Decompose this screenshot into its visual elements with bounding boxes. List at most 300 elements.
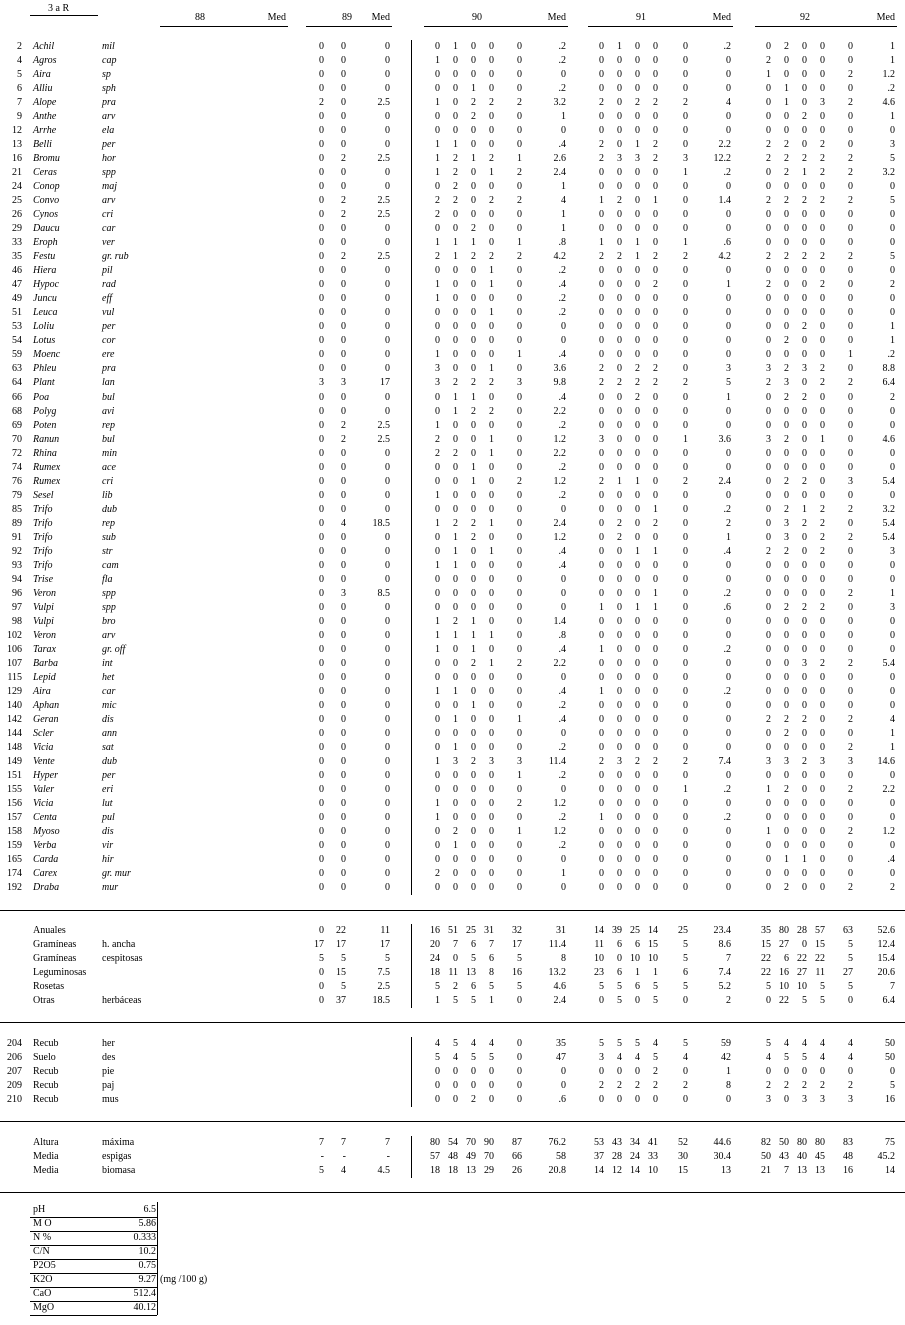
species-number: 76 [12, 475, 22, 487]
mean-value: 45.2 [877, 1151, 895, 1162]
species-genus: Alope [33, 97, 57, 109]
plot-value: 0 [471, 868, 476, 880]
plot-value: 0 [517, 55, 522, 67]
species-number: 64 [12, 377, 22, 389]
plot-value: 0 [653, 125, 658, 137]
plot-value: 0 [635, 265, 640, 277]
plot-value: 0 [848, 812, 853, 824]
plot-value: 0 [341, 293, 346, 305]
plot-value: 2 [599, 756, 604, 768]
plot-value: 0 [784, 1066, 789, 1077]
plot-value: 2 [599, 97, 604, 109]
plot-value: 2 [820, 153, 825, 165]
plot-value: 0 [471, 685, 476, 697]
mean-value: 58 [556, 1151, 566, 1162]
plot-value: 0 [471, 1080, 476, 1091]
plot-value: 0 [802, 405, 807, 417]
plot-value: 2 [471, 756, 476, 768]
plot-value: 0 [341, 475, 346, 487]
plot-value: 0 [341, 97, 346, 109]
plot-value: 2 [802, 517, 807, 529]
plot-value: 0 [599, 770, 604, 782]
species-epithet: car [102, 685, 116, 697]
plot-value: 0 [617, 1066, 622, 1077]
plot-value: 0 [766, 840, 771, 852]
mean-value: 1 [890, 587, 895, 599]
plot-value: 0 [820, 742, 825, 753]
plot-value: - [320, 1151, 324, 1162]
plot-value: 0 [341, 279, 346, 291]
plot-value: 0 [517, 433, 522, 445]
plot-value: 0 [599, 489, 604, 501]
plot-value: 0 [471, 209, 476, 221]
plot-value: 0 [489, 840, 494, 852]
plot-value: 1 [517, 770, 522, 782]
species-genus: Vulpi [33, 601, 54, 613]
mean-value: 0 [726, 223, 731, 235]
mean-value: 0 [726, 657, 731, 669]
plot-value: 0 [435, 335, 440, 347]
plot-value: 0 [319, 419, 324, 431]
plot-value: 0 [617, 335, 622, 347]
plot-value: 0 [489, 209, 494, 221]
plot-value: 0 [820, 671, 825, 683]
plot-value: 0 [766, 237, 771, 249]
plot-value: 0 [517, 265, 522, 277]
plot-value: 2 [683, 1080, 688, 1091]
plot-value: 1 [453, 742, 458, 753]
plot-value: 0 [802, 882, 807, 894]
plot-value: 2 [820, 1080, 825, 1091]
plot-value: 0 [341, 503, 346, 515]
mean-value: 0 [385, 293, 390, 305]
plot-value: 0 [617, 953, 622, 964]
plot-value: 12 [612, 1165, 622, 1176]
mean-value: .6 [558, 1094, 566, 1105]
species-genus: Vente [33, 756, 55, 768]
plot-value: 0 [635, 699, 640, 711]
plot-value: 2 [802, 321, 807, 333]
plot-value: 0 [489, 83, 494, 95]
species-epithet: lut [102, 798, 113, 810]
plot-value: 0 [802, 559, 807, 571]
plot-value: 0 [653, 615, 658, 627]
plot-value: 10 [648, 1165, 658, 1176]
plot-value: 2 [820, 363, 825, 375]
plot-value: 1 [435, 167, 440, 179]
plot-value: 0 [517, 531, 522, 543]
plot-value: 2 [471, 531, 476, 543]
plot-value: 0 [848, 55, 853, 67]
plot-value: 0 [517, 1094, 522, 1105]
plot-value: 0 [635, 125, 640, 137]
species-epithet: pil [102, 265, 113, 277]
plot-value: 0 [802, 587, 807, 599]
plot-value: 0 [517, 643, 522, 655]
plot-value: 0 [635, 573, 640, 585]
plot-value: 0 [784, 447, 789, 459]
plot-value: 0 [489, 559, 494, 571]
plot-value: 0 [683, 770, 688, 782]
plot-value: 0 [683, 812, 688, 824]
plot-value: 0 [319, 237, 324, 249]
mean-value: 0 [726, 882, 731, 894]
plot-value: 0 [683, 41, 688, 52]
plot-value: 2 [489, 377, 494, 389]
mean-value: 0 [385, 503, 390, 515]
mean-value: 0 [890, 643, 895, 655]
soil-parameter: M O [33, 1218, 52, 1229]
plot-value: 0 [848, 559, 853, 571]
plot-value: 0 [635, 868, 640, 880]
plot-value: 0 [341, 531, 346, 543]
plot-value: 0 [489, 615, 494, 627]
plot-value: 0 [489, 826, 494, 838]
mean-value: 6.4 [882, 995, 895, 1006]
species-number: 5 [17, 69, 22, 81]
plot-value: 0 [653, 671, 658, 683]
mean-value: 2.5 [377, 209, 390, 221]
plot-value: 1 [471, 615, 476, 627]
plot-value: 0 [435, 41, 440, 52]
plot-value: 0 [341, 784, 346, 796]
plot-value: 2 [784, 713, 789, 725]
plot-value: 0 [435, 1094, 440, 1105]
plot-value: 0 [617, 657, 622, 669]
plot-value: 0 [341, 125, 346, 137]
plot-value: 2 [683, 756, 688, 768]
plot-value: 0 [820, 265, 825, 277]
cover-name: Recub [33, 1080, 59, 1091]
mean-value: 2.2 [553, 657, 566, 669]
plot-value: 0 [766, 573, 771, 585]
plot-value: 0 [453, 727, 458, 739]
plot-value: 7 [784, 1165, 789, 1176]
year-divider [411, 1037, 412, 1107]
plot-value: 0 [820, 237, 825, 249]
plot-value: 0 [820, 321, 825, 333]
plot-value: 0 [319, 195, 324, 207]
species-number: 92 [12, 545, 22, 557]
plot-value: 0 [453, 489, 458, 501]
plot-value: 0 [453, 657, 458, 669]
mean-value: 2.2 [882, 784, 895, 796]
plot-value: 0 [766, 181, 771, 193]
plot-value: 0 [802, 223, 807, 235]
plot-value: 0 [683, 69, 688, 81]
plot-value: 0 [766, 489, 771, 501]
plot-value: 18 [448, 1165, 458, 1176]
plot-value: 1 [635, 475, 640, 487]
plot-value: 0 [766, 111, 771, 123]
plot-value: 0 [635, 83, 640, 95]
species-epithet: cri [102, 475, 114, 487]
plot-value: 0 [617, 812, 622, 824]
mean-value: 0 [726, 321, 731, 333]
year-header-rule [755, 26, 897, 27]
plot-value: 6 [635, 939, 640, 950]
plot-value: 0 [802, 727, 807, 739]
plot-value: 0 [653, 868, 658, 880]
plot-value: 0 [435, 727, 440, 739]
plot-value: 0 [848, 461, 853, 473]
plot-value: 0 [435, 265, 440, 277]
plot-value: 0 [683, 125, 688, 137]
mean-value: 0 [890, 671, 895, 683]
mean-value: 20.8 [548, 1165, 566, 1176]
mean-value: 0 [890, 812, 895, 824]
plot-value: 0 [341, 601, 346, 613]
plot-value: 0 [599, 798, 604, 810]
plot-value: 0 [766, 167, 771, 179]
mean-value: 0 [726, 713, 731, 725]
plot-value: 0 [683, 83, 688, 95]
plot-value: 0 [635, 349, 640, 361]
species-epithet: ere [102, 349, 115, 361]
plot-value: 3 [766, 363, 771, 375]
plot-value: 0 [784, 826, 789, 838]
plot-value: 29 [484, 1165, 494, 1176]
species-genus: Cynos [33, 209, 58, 221]
plot-value: 0 [319, 447, 324, 459]
plot-value: 0 [683, 349, 688, 361]
plot-value: 0 [319, 279, 324, 291]
plot-value: 80 [797, 1137, 807, 1148]
plot-value: 5 [683, 939, 688, 950]
year-divider [411, 1136, 412, 1178]
group-name: Otras [33, 995, 55, 1006]
plot-value: 1 [635, 237, 640, 249]
mean-value: .2 [558, 307, 566, 319]
plot-value: 0 [319, 798, 324, 810]
plot-value: 0 [453, 209, 458, 221]
plot-value: 0 [617, 279, 622, 291]
species-genus: Carex [33, 868, 58, 880]
species-genus: Trifo [33, 503, 53, 515]
plot-value: 0 [489, 181, 494, 193]
plot-value: 0 [471, 335, 476, 347]
plot-value: 2 [683, 97, 688, 109]
plot-value: 0 [617, 139, 622, 151]
plot-value: 0 [653, 573, 658, 585]
plot-value: 0 [848, 279, 853, 291]
plot-value: 1 [517, 349, 522, 361]
mean-value: 0 [890, 573, 895, 585]
plot-value: 2 [653, 517, 658, 529]
species-genus: Centa [33, 812, 57, 824]
mean-value: 2 [890, 882, 895, 894]
plot-value: 2 [471, 1094, 476, 1105]
year-divider [411, 924, 412, 1008]
plot-value: 0 [453, 643, 458, 655]
plot-value: 0 [453, 335, 458, 347]
plot-value: 1 [599, 237, 604, 249]
mean-value: 1 [890, 55, 895, 67]
plot-value: 0 [599, 854, 604, 866]
plot-value: 15 [761, 939, 771, 950]
plot-value: 1 [489, 279, 494, 291]
plot-value: 22 [761, 953, 771, 964]
plot-value: 1 [435, 55, 440, 67]
species-genus: Draba [33, 882, 60, 894]
plot-value: 70 [484, 1151, 494, 1162]
plot-value: 0 [471, 321, 476, 333]
plot-value: 0 [319, 967, 324, 978]
mean-value: 52.6 [877, 925, 895, 936]
plot-value: 0 [820, 629, 825, 641]
plot-value: 0 [802, 447, 807, 459]
plot-value: 25 [630, 925, 640, 936]
plot-value: 0 [489, 55, 494, 67]
plot-value: 0 [848, 237, 853, 249]
soil-value: 5.86 [138, 1218, 156, 1229]
species-genus: Phleu [33, 363, 57, 375]
plot-value: 2 [489, 405, 494, 417]
plot-value: 0 [319, 223, 324, 235]
species-genus: Ceras [33, 167, 57, 179]
plot-value: 2 [617, 377, 622, 389]
cover-name: Recub [33, 1066, 59, 1077]
plot-value: 21 [761, 1165, 771, 1176]
plot-value: 2 [784, 335, 789, 347]
plot-value: 54 [448, 1137, 458, 1148]
plot-value: 0 [319, 671, 324, 683]
plot-value: 4 [820, 1052, 825, 1063]
plot-value: 0 [453, 573, 458, 585]
plot-value: 0 [319, 868, 324, 880]
plot-value: 0 [617, 798, 622, 810]
plot-value: 0 [766, 475, 771, 487]
mean-value: 20.6 [877, 967, 895, 978]
plot-value: 0 [599, 1066, 604, 1077]
mean-value: 1.2 [553, 475, 566, 487]
plot-value: 2 [784, 545, 789, 557]
year-header-rule [424, 26, 568, 27]
plot-value: 1 [435, 812, 440, 824]
plot-value: 0 [319, 742, 324, 753]
plot-value: 0 [617, 363, 622, 375]
plot-value: 0 [635, 587, 640, 599]
species-genus: Lotus [33, 335, 56, 347]
plot-value: 0 [517, 83, 522, 95]
plot-value: 1 [435, 756, 440, 768]
year-header: 88 [195, 12, 205, 23]
mean-value: 0 [385, 55, 390, 67]
plot-value: 4 [683, 1052, 688, 1063]
plot-value: 1 [435, 629, 440, 641]
mean-value: 0 [385, 321, 390, 333]
plot-value: 2 [517, 195, 522, 207]
mean-value: 12.4 [877, 939, 895, 950]
plot-value: 0 [599, 209, 604, 221]
plot-value: 0 [341, 643, 346, 655]
plot-value: 2 [435, 433, 440, 445]
plot-value: 0 [848, 854, 853, 866]
plot-value: 0 [820, 349, 825, 361]
plot-value: 0 [319, 713, 324, 725]
plot-value: 0 [471, 503, 476, 515]
plot-value: 0 [471, 812, 476, 824]
mean-value: 1.2 [553, 798, 566, 810]
plot-value: 53 [594, 1137, 604, 1148]
species-epithet: cor [102, 335, 116, 347]
plot-value: 0 [802, 573, 807, 585]
plot-value: 2 [848, 503, 853, 515]
plot-value: 0 [489, 573, 494, 585]
plot-value: 0 [784, 840, 789, 852]
mean-value: 0 [890, 840, 895, 852]
plot-value: 0 [683, 742, 688, 753]
species-genus: Hyper [33, 770, 58, 782]
plot-value: 0 [319, 995, 324, 1006]
plot-value: 17 [336, 939, 346, 950]
species-number: 142 [7, 713, 22, 725]
plot-value: 0 [319, 517, 324, 529]
soil-table-border [157, 1202, 158, 1315]
plot-value: 0 [489, 868, 494, 880]
plot-value: 0 [341, 321, 346, 333]
group-name: Rosetas [33, 981, 65, 992]
soil-value: 0.333 [133, 1232, 156, 1243]
plot-value: 0 [617, 433, 622, 445]
plot-value: 0 [820, 41, 825, 52]
mean-value: 0 [890, 125, 895, 137]
species-epithet: bro [102, 615, 116, 627]
cover-code: mus [102, 1094, 119, 1105]
plot-value: 0 [635, 279, 640, 291]
plot-value: 1 [471, 643, 476, 655]
plot-value: 87 [512, 1137, 522, 1148]
group-name: Anuales [33, 925, 66, 936]
plot-value: 0 [319, 405, 324, 417]
plot-value: 0 [635, 307, 640, 319]
plot-value: 14 [630, 1165, 640, 1176]
plot-value: 1 [653, 587, 658, 599]
plot-value: 0 [489, 461, 494, 473]
plot-value: 2 [435, 195, 440, 207]
plot-value: 1 [435, 97, 440, 109]
plot-value: 0 [489, 419, 494, 431]
mean-value: 0 [385, 784, 390, 796]
plot-value: 2 [599, 363, 604, 375]
plot-value: 0 [653, 69, 658, 81]
mean-value: 0 [726, 265, 731, 277]
plot-value: 2 [471, 97, 476, 109]
plot-value: 0 [784, 559, 789, 571]
plot-value: 2 [453, 181, 458, 193]
plot-value: 5 [319, 1165, 324, 1176]
plot-value: 0 [435, 391, 440, 403]
mean-value: 8 [561, 953, 566, 964]
plot-value: 0 [683, 517, 688, 529]
plot-value: 0 [766, 1066, 771, 1077]
plot-value: 0 [784, 1094, 789, 1105]
mean-value: 1 [561, 209, 566, 221]
plot-value: 0 [683, 615, 688, 627]
plot-value: 0 [319, 265, 324, 277]
mean-value: 3 [890, 601, 895, 613]
plot-value: 0 [784, 812, 789, 824]
plot-value: 0 [471, 882, 476, 894]
plot-value: 1 [683, 167, 688, 179]
plot-value: 1 [489, 167, 494, 179]
mean-value: 4 [726, 97, 731, 109]
plot-value: 2 [635, 756, 640, 768]
mean-value: .2 [558, 419, 566, 431]
mean-value: 5.4 [882, 657, 895, 669]
plot-value: 0 [766, 97, 771, 109]
mean-value: 5 [726, 377, 731, 389]
